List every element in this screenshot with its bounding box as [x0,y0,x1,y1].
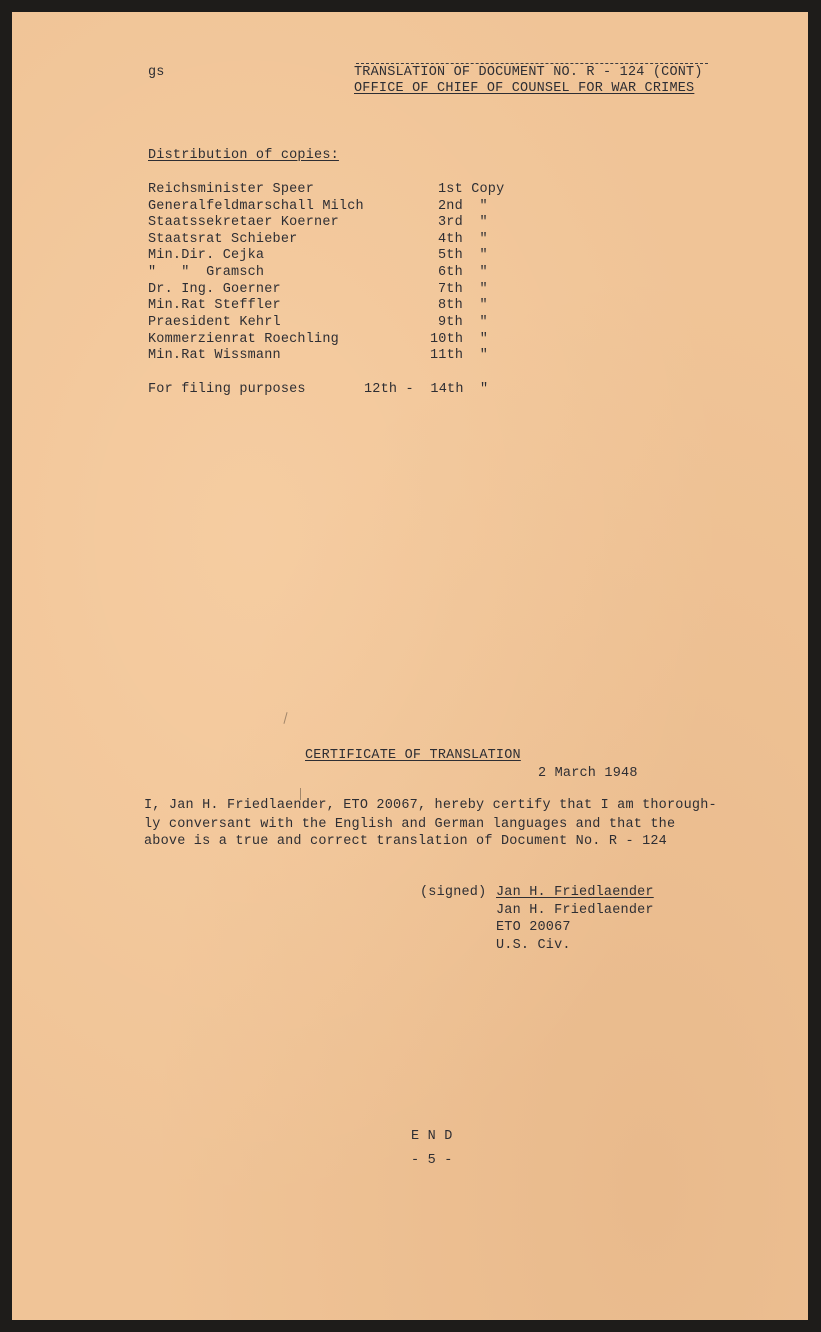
list-item-copy: 6th " [438,265,488,280]
signature: Jan H. Friedlaender [496,885,654,900]
list-item-copy: 8th " [438,298,488,313]
certificate-body-line: above is a true and correct translation of Document No. R - 124 [144,834,667,849]
page-number: - 5 - [411,1153,453,1168]
certificate-title: CERTIFICATE OF TRANSLATION [305,748,521,763]
typist-initials: gs [148,65,165,80]
list-item-name: Dr. Ing. Goerner [148,282,281,297]
signed-label: (signed) [420,885,487,900]
list-item-name: Staatssekretaer Koerner [148,215,339,230]
header-top-dashes [356,63,708,64]
end-marker: E N D [411,1129,453,1144]
list-item-copy: 11th " [430,348,489,363]
list-item-copy: 10th " [430,332,489,347]
list-item-name: Min.Rat Steffler [148,298,281,313]
signatory-name: Jan H. Friedlaender [496,903,654,918]
signatory-status: U.S. Civ. [496,938,571,953]
list-item-name: Min.Dir. Cejka [148,248,265,263]
list-item-name: Reichsminister Speer [148,182,315,197]
certificate-body-line: ly conversant with the English and German languages and that the [144,817,676,832]
filing-ditto: " [480,382,489,397]
header-office: OFFICE OF CHIEF OF COUNSEL FOR WAR CRIMES [354,81,695,96]
list-item-name: Generalfeldmarschall Milch [148,199,364,214]
list-item-name: " " Gramsch [148,265,265,280]
certificate-body-line: I, Jan H. Friedlaender, ETO 20067, hereby certify that I am thorough- [144,798,717,813]
list-item-copy: 7th " [438,282,488,297]
list-item-name: Kommerzienrat Roechling [148,332,339,347]
list-item-copy: 1st Copy [438,182,505,197]
list-item-copy: 2nd " [438,199,488,214]
document-page [12,12,808,1320]
header-title: TRANSLATION OF DOCUMENT NO. R - 124 (CONT) [354,65,703,80]
certificate-date: 2 March 1948 [538,766,638,781]
list-item-copy: 3rd " [438,215,488,230]
list-item-copy: 4th " [438,232,488,247]
pencil-mark [283,712,287,724]
distribution-heading: Distribution of copies: [148,148,339,163]
list-item-copy: 5th " [438,248,488,263]
signatory-id: ETO 20067 [496,920,571,935]
filing-label: For filing purposes [148,382,306,397]
list-item-name: Praesident Kehrl [148,315,281,330]
list-item-name: Staatsrat Schieber [148,232,298,247]
filing-range: 12th - 14th [364,382,464,397]
list-item-name: Min.Rat Wissmann [148,348,281,363]
list-item-copy: 9th " [438,315,488,330]
